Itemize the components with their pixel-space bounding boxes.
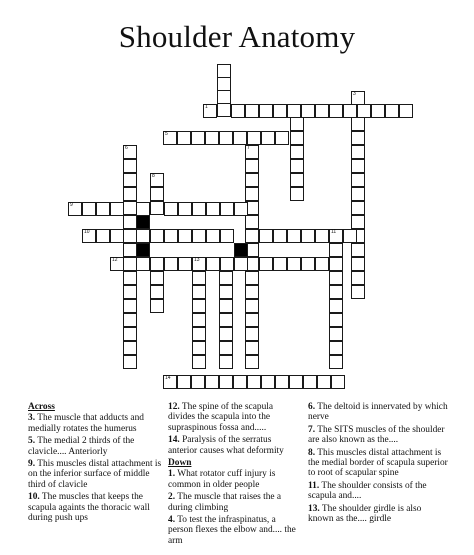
clue-column-1 bbox=[28, 402, 162, 525]
crossword-cell[interactable] bbox=[273, 257, 287, 271]
crossword-cell[interactable] bbox=[351, 243, 365, 257]
crossword-cell[interactable] bbox=[317, 375, 331, 389]
crossword-cell[interactable] bbox=[177, 131, 191, 145]
crossword-cell[interactable] bbox=[290, 173, 304, 187]
crossword-cell[interactable] bbox=[164, 202, 178, 216]
clue-number: 5 bbox=[165, 131, 168, 137]
crossword-cell[interactable] bbox=[233, 375, 247, 389]
crossword-block bbox=[136, 215, 150, 229]
crossword-cell[interactable] bbox=[315, 229, 329, 243]
crossword-cell[interactable] bbox=[245, 299, 259, 313]
clue-item: 5. The medial 2 thirds of the clavicle.... Anteriorly bbox=[28, 436, 135, 457]
crossword-cell[interactable] bbox=[123, 285, 137, 299]
crossword-cell[interactable] bbox=[351, 201, 365, 215]
clue-number: 1 bbox=[205, 104, 208, 110]
clue-number: 7 bbox=[247, 145, 250, 151]
crossword-cell[interactable] bbox=[351, 159, 365, 173]
crossword-cell[interactable] bbox=[351, 271, 365, 285]
crossword-cell[interactable] bbox=[329, 341, 343, 355]
crossword-cell[interactable] bbox=[351, 131, 365, 145]
crossword-cell[interactable] bbox=[247, 375, 261, 389]
crossword-cell[interactable] bbox=[315, 104, 329, 118]
clue-number: 14 bbox=[165, 375, 171, 381]
clue-item: 8. This muscles distal attachment is the medial border of scapula superior to root of scapular spine bbox=[308, 447, 448, 479]
crossword-cell[interactable] bbox=[287, 104, 301, 118]
across-heading: Across bbox=[28, 402, 55, 412]
crossword-cell[interactable] bbox=[150, 285, 164, 299]
crossword-cell[interactable] bbox=[178, 257, 192, 271]
crossword-cell[interactable] bbox=[123, 355, 137, 369]
crossword-cell[interactable] bbox=[150, 299, 164, 313]
clue-item: 14. Paralysis of the serratus anterior causes what deformity bbox=[168, 435, 284, 456]
clue-number: 8 bbox=[152, 173, 155, 179]
crossword-cell[interactable] bbox=[343, 104, 357, 118]
crossword-cell[interactable] bbox=[123, 187, 137, 201]
crossword-cell[interactable] bbox=[303, 375, 317, 389]
crossword-cell[interactable] bbox=[110, 202, 124, 216]
crossword-cell[interactable] bbox=[301, 229, 315, 243]
crossword-cell[interactable] bbox=[329, 243, 343, 257]
crossword-cell[interactable] bbox=[123, 327, 137, 341]
crossword-cell[interactable] bbox=[290, 131, 304, 145]
crossword-cell[interactable] bbox=[245, 173, 259, 187]
crossword-cell[interactable] bbox=[82, 229, 96, 243]
crossword-cell[interactable] bbox=[110, 229, 124, 243]
crossword-cell[interactable] bbox=[234, 257, 248, 271]
crossword-cell[interactable] bbox=[164, 229, 178, 243]
crossword-cell[interactable] bbox=[219, 271, 233, 285]
crossword-cell[interactable] bbox=[178, 229, 192, 243]
crossword-cell[interactable] bbox=[192, 285, 206, 299]
crossword-cell[interactable] bbox=[219, 355, 233, 369]
crossword-cell[interactable] bbox=[217, 64, 231, 78]
crossword-cell[interactable] bbox=[301, 257, 315, 271]
crossword-cell[interactable] bbox=[245, 271, 259, 285]
crossword-cell[interactable] bbox=[351, 285, 365, 299]
crossword-cell[interactable] bbox=[247, 131, 261, 145]
crossword-cell[interactable] bbox=[206, 202, 220, 216]
clue-item: 6. The deltoid is innervated by which nerve bbox=[308, 402, 448, 423]
crossword-cell[interactable] bbox=[245, 229, 259, 243]
crossword-cell[interactable] bbox=[351, 117, 365, 131]
crossword-cell[interactable] bbox=[123, 201, 137, 215]
crossword-cell[interactable] bbox=[231, 104, 245, 118]
crossword-cell[interactable] bbox=[150, 257, 164, 271]
crossword-cell[interactable] bbox=[136, 229, 150, 243]
clue-column-2 bbox=[168, 402, 302, 548]
clue-number: 10 bbox=[84, 229, 90, 235]
crossword-cell[interactable] bbox=[329, 355, 343, 369]
crossword-cell[interactable] bbox=[123, 145, 137, 159]
crossword-cell[interactable] bbox=[275, 375, 289, 389]
crossword-cell[interactable] bbox=[150, 173, 164, 187]
crossword-cell[interactable] bbox=[245, 215, 259, 229]
crossword-cell[interactable] bbox=[220, 202, 234, 216]
crossword-cell[interactable] bbox=[357, 104, 371, 118]
crossword-cell[interactable] bbox=[329, 313, 343, 327]
crossword-cell[interactable] bbox=[331, 375, 345, 389]
crossword-cell[interactable] bbox=[259, 104, 273, 118]
page-title: Shoulder Anatomy bbox=[118, 19, 356, 54]
crossword-cell[interactable] bbox=[371, 104, 385, 118]
crossword-cell[interactable] bbox=[217, 103, 231, 117]
crossword-cell[interactable] bbox=[123, 313, 137, 327]
crossword-cell[interactable] bbox=[261, 131, 275, 145]
crossword-cell[interactable] bbox=[163, 131, 177, 145]
crossword-cell[interactable] bbox=[123, 271, 137, 285]
crossword-cell[interactable] bbox=[203, 104, 217, 118]
crossword-cell[interactable] bbox=[351, 187, 365, 201]
crossword-cell[interactable] bbox=[351, 173, 365, 187]
crossword-cell[interactable] bbox=[192, 313, 206, 327]
clue-item: 2. The muscle that raises the a during climbing bbox=[168, 492, 282, 513]
crossword-cell[interactable] bbox=[301, 104, 315, 118]
clue-number: 6 bbox=[125, 145, 128, 151]
crossword-cell[interactable] bbox=[290, 117, 304, 131]
crossword-cell[interactable] bbox=[123, 341, 137, 355]
crossword-cell[interactable] bbox=[136, 202, 150, 216]
crossword-cell[interactable] bbox=[150, 201, 164, 215]
crossword-cell[interactable] bbox=[219, 313, 233, 327]
clue-column-3 bbox=[308, 402, 448, 526]
crossword-cell[interactable] bbox=[150, 271, 164, 285]
crossword-cell[interactable] bbox=[351, 215, 365, 229]
crossword-cell[interactable] bbox=[192, 299, 206, 313]
clue-item: 13. The shoulder girdle is also known as the.... girdle bbox=[308, 503, 422, 525]
clue-number: 11 bbox=[331, 229, 337, 235]
crossword-cell[interactable] bbox=[290, 159, 304, 173]
crossword-cell[interactable] bbox=[259, 257, 273, 271]
crossword-cell[interactable] bbox=[290, 187, 304, 201]
crossword-cell[interactable] bbox=[192, 327, 206, 341]
crossword-cell[interactable] bbox=[96, 202, 110, 216]
crossword-cell[interactable] bbox=[205, 131, 219, 145]
crossword-cell[interactable] bbox=[206, 229, 220, 243]
crossword-cell[interactable] bbox=[82, 202, 96, 216]
crossword-cell[interactable] bbox=[329, 327, 343, 341]
crossword-cell[interactable] bbox=[192, 202, 206, 216]
crossword-cell[interactable] bbox=[192, 355, 206, 369]
crossword-cell[interactable] bbox=[206, 257, 220, 271]
clue-list bbox=[0, 402, 474, 555]
crossword-cell[interactable] bbox=[219, 375, 233, 389]
crossword-cell[interactable] bbox=[192, 271, 206, 285]
crossword-cell[interactable] bbox=[163, 375, 177, 389]
crossword-cell[interactable] bbox=[273, 229, 287, 243]
crossword-cell[interactable] bbox=[123, 159, 137, 173]
crossword-cell[interactable] bbox=[178, 202, 192, 216]
crossword-cell[interactable] bbox=[177, 375, 191, 389]
clue-item: 4. To test the infraspinatus, a person flexes the elbow and.... the arm bbox=[168, 515, 296, 546]
crossword-cell[interactable] bbox=[192, 341, 206, 355]
crossword-cell[interactable] bbox=[150, 187, 164, 201]
crossword-cell[interactable] bbox=[329, 285, 343, 299]
crossword-cell[interactable] bbox=[399, 104, 413, 118]
crossword-cell[interactable] bbox=[351, 257, 365, 271]
crossword-cell[interactable] bbox=[220, 229, 234, 243]
crossword-cell[interactable] bbox=[164, 257, 178, 271]
crossword-cell[interactable] bbox=[351, 91, 365, 105]
clue-item: 9. This muscles distal attachment is on the inferior surface of middle third of clavicle bbox=[28, 459, 162, 490]
clue-item: 1. What rotator cuff injury is common in older people bbox=[168, 469, 276, 490]
clue-item: 7. The SITS muscles of the shoulder are also known as the.... bbox=[308, 424, 445, 446]
crossword-cell[interactable] bbox=[351, 145, 365, 159]
down-heading: Down bbox=[168, 458, 192, 469]
crossword-cell[interactable] bbox=[315, 257, 329, 271]
crossword-block bbox=[234, 243, 248, 257]
crossword-cell[interactable] bbox=[219, 131, 233, 145]
crossword-cell[interactable] bbox=[273, 104, 287, 118]
crossword-cell[interactable] bbox=[343, 229, 357, 243]
crossword-cell[interactable] bbox=[259, 229, 273, 243]
crossword-block bbox=[136, 243, 150, 257]
crossword-cell[interactable] bbox=[287, 229, 301, 243]
crossword-cell[interactable] bbox=[123, 215, 137, 229]
crossword-cell[interactable] bbox=[245, 355, 259, 369]
crossword-cell[interactable] bbox=[290, 145, 304, 159]
crossword-cell[interactable] bbox=[136, 257, 150, 271]
crossword-cell[interactable] bbox=[217, 77, 231, 91]
crossword-cell[interactable] bbox=[245, 341, 259, 355]
clue-item: 3. The muscle that adducts and medially rotates the humerus bbox=[28, 413, 144, 434]
crossword-cell[interactable] bbox=[245, 327, 259, 341]
crossword-cell[interactable] bbox=[191, 375, 205, 389]
crossword-cell[interactable] bbox=[219, 285, 233, 299]
clue-number: 13 bbox=[194, 257, 200, 263]
crossword-cell[interactable] bbox=[234, 202, 248, 216]
crossword-cell[interactable] bbox=[217, 90, 231, 104]
crossword-cell[interactable] bbox=[245, 285, 259, 299]
crossword-cell[interactable] bbox=[245, 145, 259, 159]
crossword-cell[interactable] bbox=[220, 257, 234, 271]
crossword-cell[interactable] bbox=[219, 327, 233, 341]
crossword-cell[interactable] bbox=[68, 202, 82, 216]
clue-number: 3 bbox=[353, 91, 356, 97]
crossword-cell[interactable] bbox=[287, 257, 301, 271]
crossword-cell[interactable] bbox=[219, 299, 233, 313]
crossword-cell[interactable] bbox=[123, 229, 137, 243]
crossword-cell[interactable] bbox=[192, 229, 206, 243]
crossword-cell[interactable] bbox=[123, 243, 137, 257]
crossword-cell[interactable] bbox=[123, 299, 137, 313]
crossword-cell[interactable] bbox=[245, 159, 259, 173]
crossword-cell[interactable] bbox=[96, 229, 110, 243]
crossword-cell[interactable] bbox=[205, 375, 219, 389]
crossword-cell[interactable] bbox=[289, 375, 303, 389]
crossword-cell[interactable] bbox=[385, 104, 399, 118]
crossword-cell[interactable] bbox=[123, 257, 137, 271]
clue-item: 12. The spine of the scapula divides the scapula into the supraspinous fossa and..... bbox=[168, 402, 274, 433]
crossword-cell[interactable] bbox=[275, 131, 289, 145]
crossword-cell[interactable] bbox=[150, 229, 164, 243]
clue-number: 9 bbox=[70, 202, 73, 208]
crossword-cell[interactable] bbox=[245, 313, 259, 327]
crossword-cell[interactable] bbox=[329, 229, 343, 243]
crossword-cell[interactable] bbox=[191, 131, 205, 145]
crossword-cell[interactable] bbox=[123, 173, 137, 187]
crossword-cell[interactable] bbox=[329, 299, 343, 313]
clue-item: 10. The muscles that keeps the scapula againts the thoracic wall during push ups bbox=[28, 492, 150, 524]
crossword-cell[interactable] bbox=[219, 341, 233, 355]
crossword-cell[interactable] bbox=[233, 131, 247, 145]
crossword-cell[interactable] bbox=[329, 104, 343, 118]
crossword-cell[interactable] bbox=[329, 257, 343, 271]
crossword-cell[interactable] bbox=[329, 271, 343, 285]
crossword-cell[interactable] bbox=[192, 257, 206, 271]
clue-item: 11. The shoulder consists of the scapula and.... bbox=[308, 480, 427, 502]
clue-number: 12 bbox=[112, 257, 118, 263]
crossword-cell[interactable] bbox=[245, 187, 259, 201]
crossword-cell[interactable] bbox=[110, 257, 124, 271]
crossword-cell[interactable] bbox=[261, 375, 275, 389]
crossword-cell[interactable] bbox=[245, 104, 259, 118]
